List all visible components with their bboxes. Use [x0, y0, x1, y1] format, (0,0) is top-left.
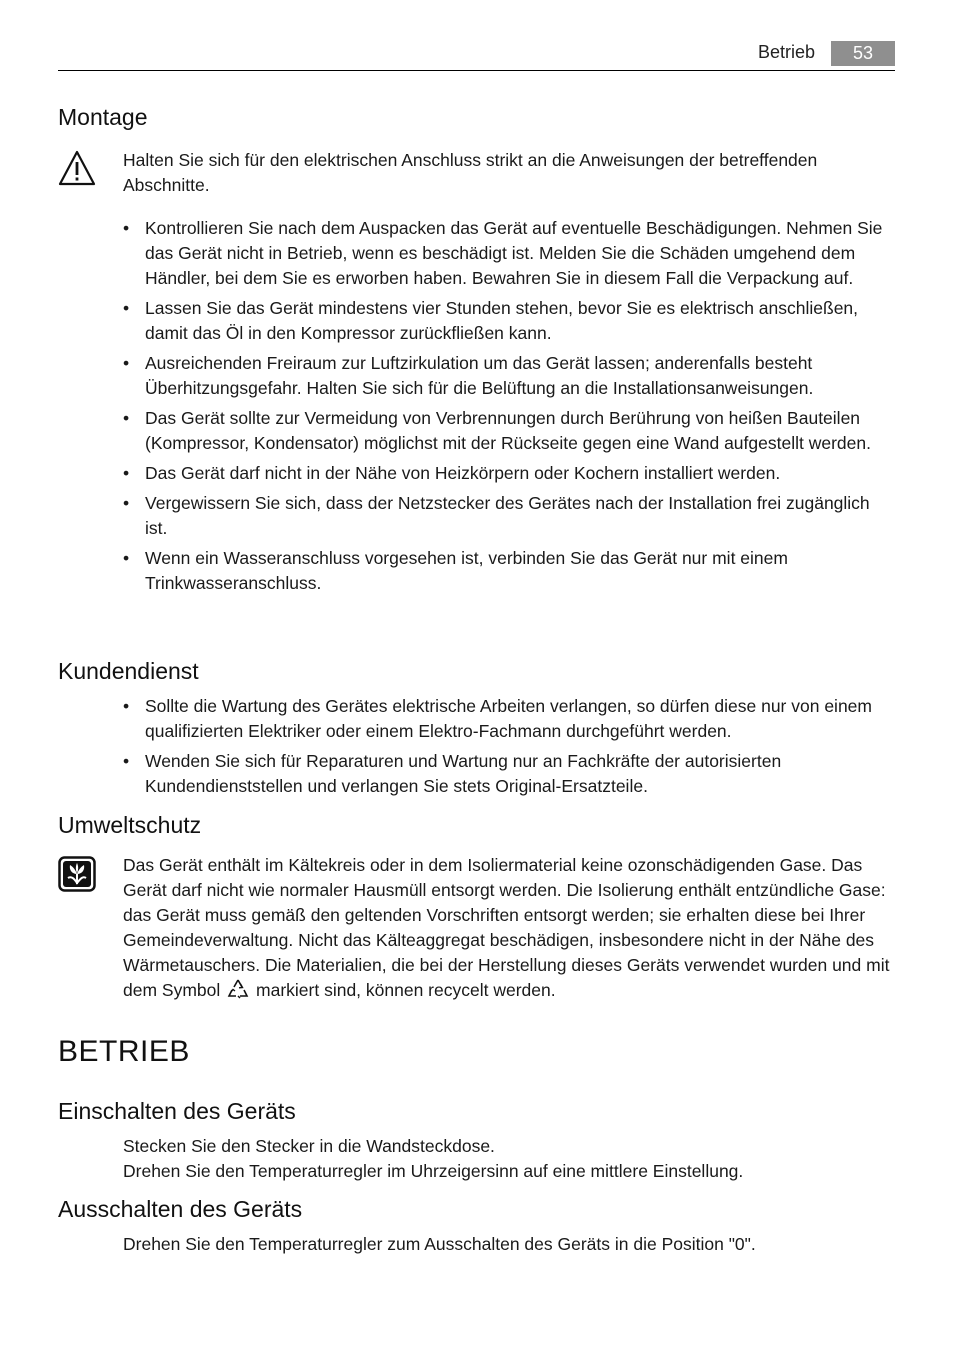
list-item: • Sollte die Wartung des Gerätes elektrische Arbeiten verlangen, so dürfen diese nur von einem qualifizierten Elektriker oder einem Elektro-Fachmann durchgeführt werden. [123, 696, 872, 741]
kundendienst-bullet-list [123, 694, 895, 804]
list-item: • Wenden Sie sich für Reparaturen und Wartung nur an Fachkräfte der autorisierten Kundendienststellen und verlangen Sie stets Original-Ersatzteile. [123, 751, 782, 796]
einschalten-line-1: Stecken Sie den Stecker in die Wandsteckdose. [123, 1136, 495, 1156]
list-item: • Vergewissern Sie sich, dass der Netzstecker des Gerätes nach der Installation frei zugänglich ist. [123, 493, 870, 538]
umweltschutz-text: Das Gerät enthält im Kältekreis oder in dem Isoliermaterial keine ozonschädigenden Gase. Das Gerät darf nicht wie normaler Hausmüll entsorgt werden. Die Isolierung enthält entzündliche Gase: das Gerät muss gemäß den geltenden Vorschriften entsorgt werden; sie erhalten diese bei Ihrer Gemeindeverwaltung. Nicht das Kälteaggregat beschädigen, insbesondere nicht in der Nähe des Wärmetauschers. Die Materialien, die bei der Herstellung dieses Geräts verwendet wurden und mit dem Symbol markiert sind, können recycelt werden. [123, 855, 890, 1000]
einschalten-heading: Einschalten des Geräts [58, 1098, 296, 1124]
kundendienst-heading: Kundendienst [58, 658, 199, 684]
einschalten-line-2: Drehen Sie den Temperaturregler im Uhrzeigersinn auf eine mittlere Einstellung. [123, 1161, 744, 1181]
betrieb-heading: BETRIEB [58, 1035, 190, 1068]
list-item: • Das Gerät darf nicht in der Nähe von Heizkörpern oder Kochern installiert werden. [123, 463, 781, 483]
montage-bullet-list [123, 216, 895, 601]
list-item: • Wenn ein Wasseranschluss vorgesehen ist, verbinden Sie das Gerät nur mit einem Trinkwasseranschluss. [123, 548, 788, 593]
header-section-title: Betrieb [758, 42, 816, 62]
list-item: • Das Gerät sollte zur Vermeidung von Verbrennungen durch Berührung von heißen Bauteilen (Kompressor, Kondensator) möglichst mit der Rückseite gegen eine Wand aufgestellt werden. [123, 408, 871, 453]
warning-triangle-icon [58, 150, 96, 186]
list-item: • Lassen Sie das Gerät mindestens vier Stunden stehen, bevor Sie es elektrisch anschließen, damit das Öl in den Kompressor zurückfließen kann. [123, 298, 859, 343]
page-number: 53 [831, 41, 895, 66]
recycle-icon [227, 978, 249, 1000]
montage-heading: Montage [58, 104, 148, 130]
header-rule [58, 70, 895, 71]
ausschalten-heading: Ausschalten des Geräts [58, 1196, 303, 1222]
ausschalten-line-1: Drehen Sie den Temperaturregler zum Ausschalten des Geräts in die Position "0". [123, 1234, 756, 1254]
environment-flower-icon [58, 856, 96, 892]
montage-warning-text: Halten Sie sich für den elektrischen Anschluss strikt an die Anweisungen der betreffenden Abschnitte. [123, 150, 818, 195]
list-item: • Kontrollieren Sie nach dem Auspacken das Gerät auf eventuelle Beschädigungen. Nehmen Sie das Gerät nicht in Betrieb, wenn es beschädigt ist. Melden Sie die Schäden umgehend dem Händler, bei dem Sie es erworben haben. Bewahren Sie in diesem Fall die Verpackung auf. [123, 218, 883, 288]
umweltschutz-heading: Umweltschutz [58, 812, 202, 838]
list-item: • Ausreichenden Freiraum zur Luftzirkulation um das Gerät lassen; anderenfalls besteht Überhitzungsgefahr. Halten Sie sich für die Belüftung an die Installationsanweisungen. [123, 353, 814, 398]
